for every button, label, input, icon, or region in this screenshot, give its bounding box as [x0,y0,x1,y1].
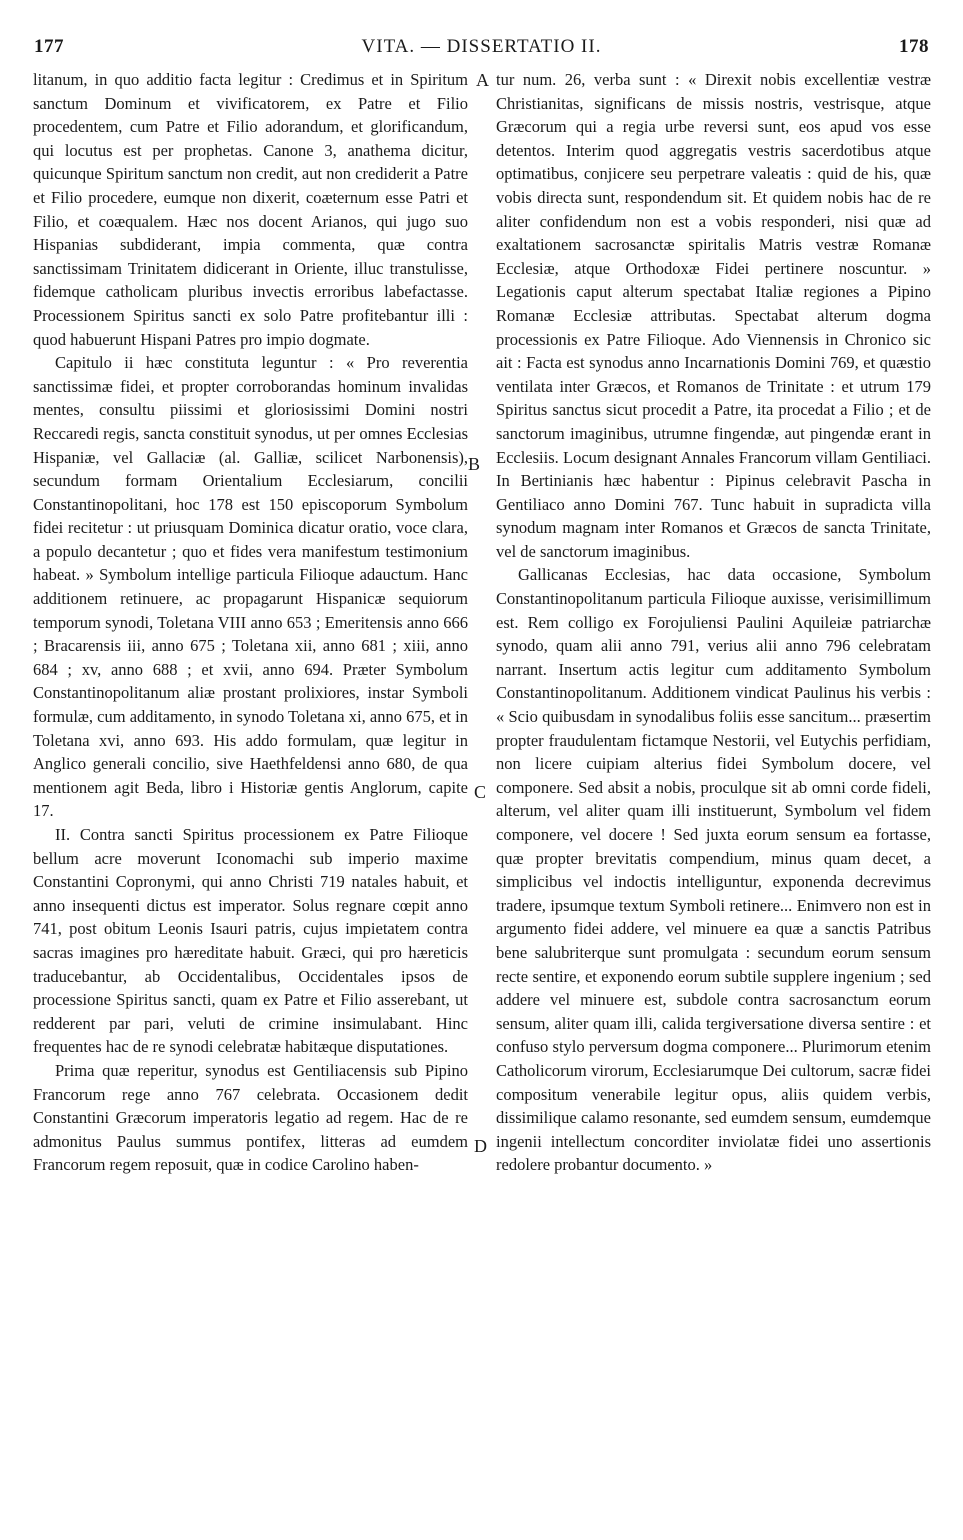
margin-letter-b: B [468,454,481,474]
page-header [34,36,929,62]
left-paragraph-3: II. Contra sancti Spiritus processionem ex Patre Filioque bellum acre moverunt Iconomachi sub imperio maxime Constantini Copronymi, qui anno Christi 719 natales habuit, et anno insequenti dictus est imperator. Solus regnare cœpit anno 741, post obitum Leonis Isauri patris, cujus impietatem contra sacras imagines pro hæreditate habuit. Græci, qui pro hæreticis traducebantur, ab Occidentalibus, Occidentales ipsos de processione Spiritus sancti, quam ex Patre et Filio asserebant, ut redderent par pari, veluti de crimine insimulabant. Hinc frequentes hac de re synodi celebratæ habitæque disputationes. [33,825,468,1057]
left-column [33,68,468,1177]
right-page-number: 178 [899,36,929,57]
left-paragraph-2: Capitulo ii hæc constituta leguntur : « Pro reverentia sanctissimæ fidei, et propter corroborandas hominum invalidas mentes, consultu piissimi et gloriosissimi Domini nostri Reccaredi regis, sancta constituit synodus, ut per omnes Ecclesias Hispaniæ, vel Gallaciæ (al. Galliæ, scilicet Narbonensis), secundum formam Orientalium Ecclesiarum, concilii Constantinopolitani, hoc 178 est 150 episcoporum Symbolum fidei recitetur : ut priusquam Dominica dicatur oratio, voce clara, a populo decantetur ; quo et fides vera manifestum testimonium habeat. » Symbolum intellige particula Filioque adauctum. Hanc additionem retinuere, ac propagarunt Hispanicæ sequiorum temporum synodi, Toletana VIII anno 653 ; Emeritensis anno 666 ; Bracarensis iii, anno 675 ; Toletana xii, anno 681 ; xiii, anno 684 ; xv, anno 688 ; et xvii, anno 694. Præter Symbolum Constantinopolitanum aliæ prostant prolixiores, instar Symboli formulæ, cum additamento, in synodo Toletana xi, anno 675, et in Toletana xvi, anno 693. His addo formulam, quæ legitur in Anglico generali concilio, sive Haethfeldensi anno 680, de qua mentionem agit Beda, libro i Historiæ gentis Anglorum, capite 17. [33,353,468,821]
right-column [496,68,931,1177]
right-paragraph-2: Gallicanas Ecclesias, hac data occasione, Symbolum Constantinopolitanum particula Filioque auxisse, verisimillimum est. Rem colligo ex Forojuliensi Paulini Aquileiæ patriarchæ synodo, quam alii anno 791, verius alii anno 796 celebratam narrant. Insertum actis legitur cum additamento Symbolum Constantinopolitanum. Additionem vindicat Paulinus his verbis : « Scio quibusdam in synodalibus foliis esse sancitum... præsertim propter fraudulentam fictamque Nestorii, vel Eutychis perfidiam, non licere cuipiam alterius fidei Symbolum docere, vel componere. Sed absit a nobis, proculque sit ab omni corde fideli, alterum, vel aliter quam illi instituerunt, Symbolum vel fidem componere, vel docere ! Sed juxta eorum sensum ea fortasse, quæ propter brevitatis compendium, minus quam decet, a simplicibus vel indoctis intelliguntur, exponenda decrevimus tradere, ipsumque textum Symboli retinere... Enimvero non est in argumento fidei addere, vel minuere ea quæ a sanctis Patribus bene salubriterque sunt promulgata : secundum eorum sensum recte sentire, et exponendo eorum subtile supplere ingenium ; sed addere vel minuere est, subdole contra sacrosanctum eorum sensum, aliter quam illi, calida tergiversatione diversa sentire : et confuso stylo perversum dogma componere... Plurimorum etenim Catholicorum virorum, Ecclesiarumque Dei cultorum, sacræ fidei compositum venerabile legitur opus, aliis quidem verbis, dissimilique calamo resonante, sed eumdem sensum, eumdemque ingenii intellectum concorditer inviolatæ fidei uno assertionis redolere probantur documento. » [496,565,931,1175]
running-title: VITA. — DISSERTATIO II. [361,36,602,57]
margin-letter-c: C [474,782,487,802]
left-paragraph-1: litanum, in quo additio facta legitur : Credimus et in Spiritum sanctum Dominum et vivificatorem, ex Patre et Filio procedentem, cum Patre et Filio adorandum, et glorificandum, qui locutus est per prophetas. Canone 3, anathema dicitur, quicunque Spiritum sanctum non credit, aut non crediderit a Patre et Filio procedere, eumque non dixerit, coæternum esse Patri et Filio, et coæqualem. Hæc nos docent Arianos, qui jugo suo Hispanias subdiderant, impia commenta, quæ contra sanctissimam Trinitatem didicerant in Oriente, illuc transtulisse, fidemque catholicam pluribus invectis erroribus labefactasse. Processionem Spiritus sancti ex solo Patre profitebantur illi : quod habuerunt Hispani Patres pro impio dogmate. [33,70,468,349]
margin-letter-a: A [476,70,489,90]
margin-letter-d: D [474,1136,487,1156]
left-paragraph-4: Prima quæ reperitur, synodus est Gentiliacensis sub Pipino Francorum rege anno 767 celebrata. Occasionem dedit Constantini Græcorum imperatoris legatio ad regem. Hac de re admonitus Paulus summus pontifex, litteras ad eumdem Francorum regem reposuit, quæ in codice Carolino haben- [33,1060,468,1175]
right-paragraph-1: tur num. 26, verba sunt : « Direxit nobis excellentiæ vestræ Christianitas, significans de missis nostris, vestrisque, atque Græcorum qui a regia urbe reversi sunt, eos apud vos esse detentos. Interim quod aggregatis vestris sacerdotibus atque optimatibus, conjicere seu perpetrare valeatis : quid de his, quæ vobis directa sunt, respondendum sit. Et quidem nobis hac de re aliter confidendum non est a vobis responderi, nisi quæ ad exaltationem sacrosanctæ spiritalis Matris vestræ Romanæ Ecclesiæ, atque Orthodoxæ Fidei pertinere noscuntur. » Legationis caput alterum spectabat Italiæ regiones a Pipino Romanæ Ecclesiæ attributas. Spectabat alterum dogma processionis ex Patre Filioque. Ado Viennensis in Chronico sic ait : Facta est synodus anno Incarnationis Domini 769, et quæstio ventilata inter Græcos, et Romanos de Trinitate : et utrum 179 Spiritus sanctus sicut procedit a Patre, ita procedat a Filio ; et de sanctorum imaginibus, utrumne fingendæ, aut pingendæ erant in Ecclesiis. Locum designant Annales Francorum villam Gentiliaci. In Bertinianis hæc habentur : Pipinus celebravit Pascha in Gentiliaco anno Domini 767. Tunc habuit in supradicta villa synodum magnam inter Romanos et Græcos de sancta Trinitate, vel de sanctorum imaginibus. [496,70,931,561]
left-page-number: 177 [34,36,64,57]
